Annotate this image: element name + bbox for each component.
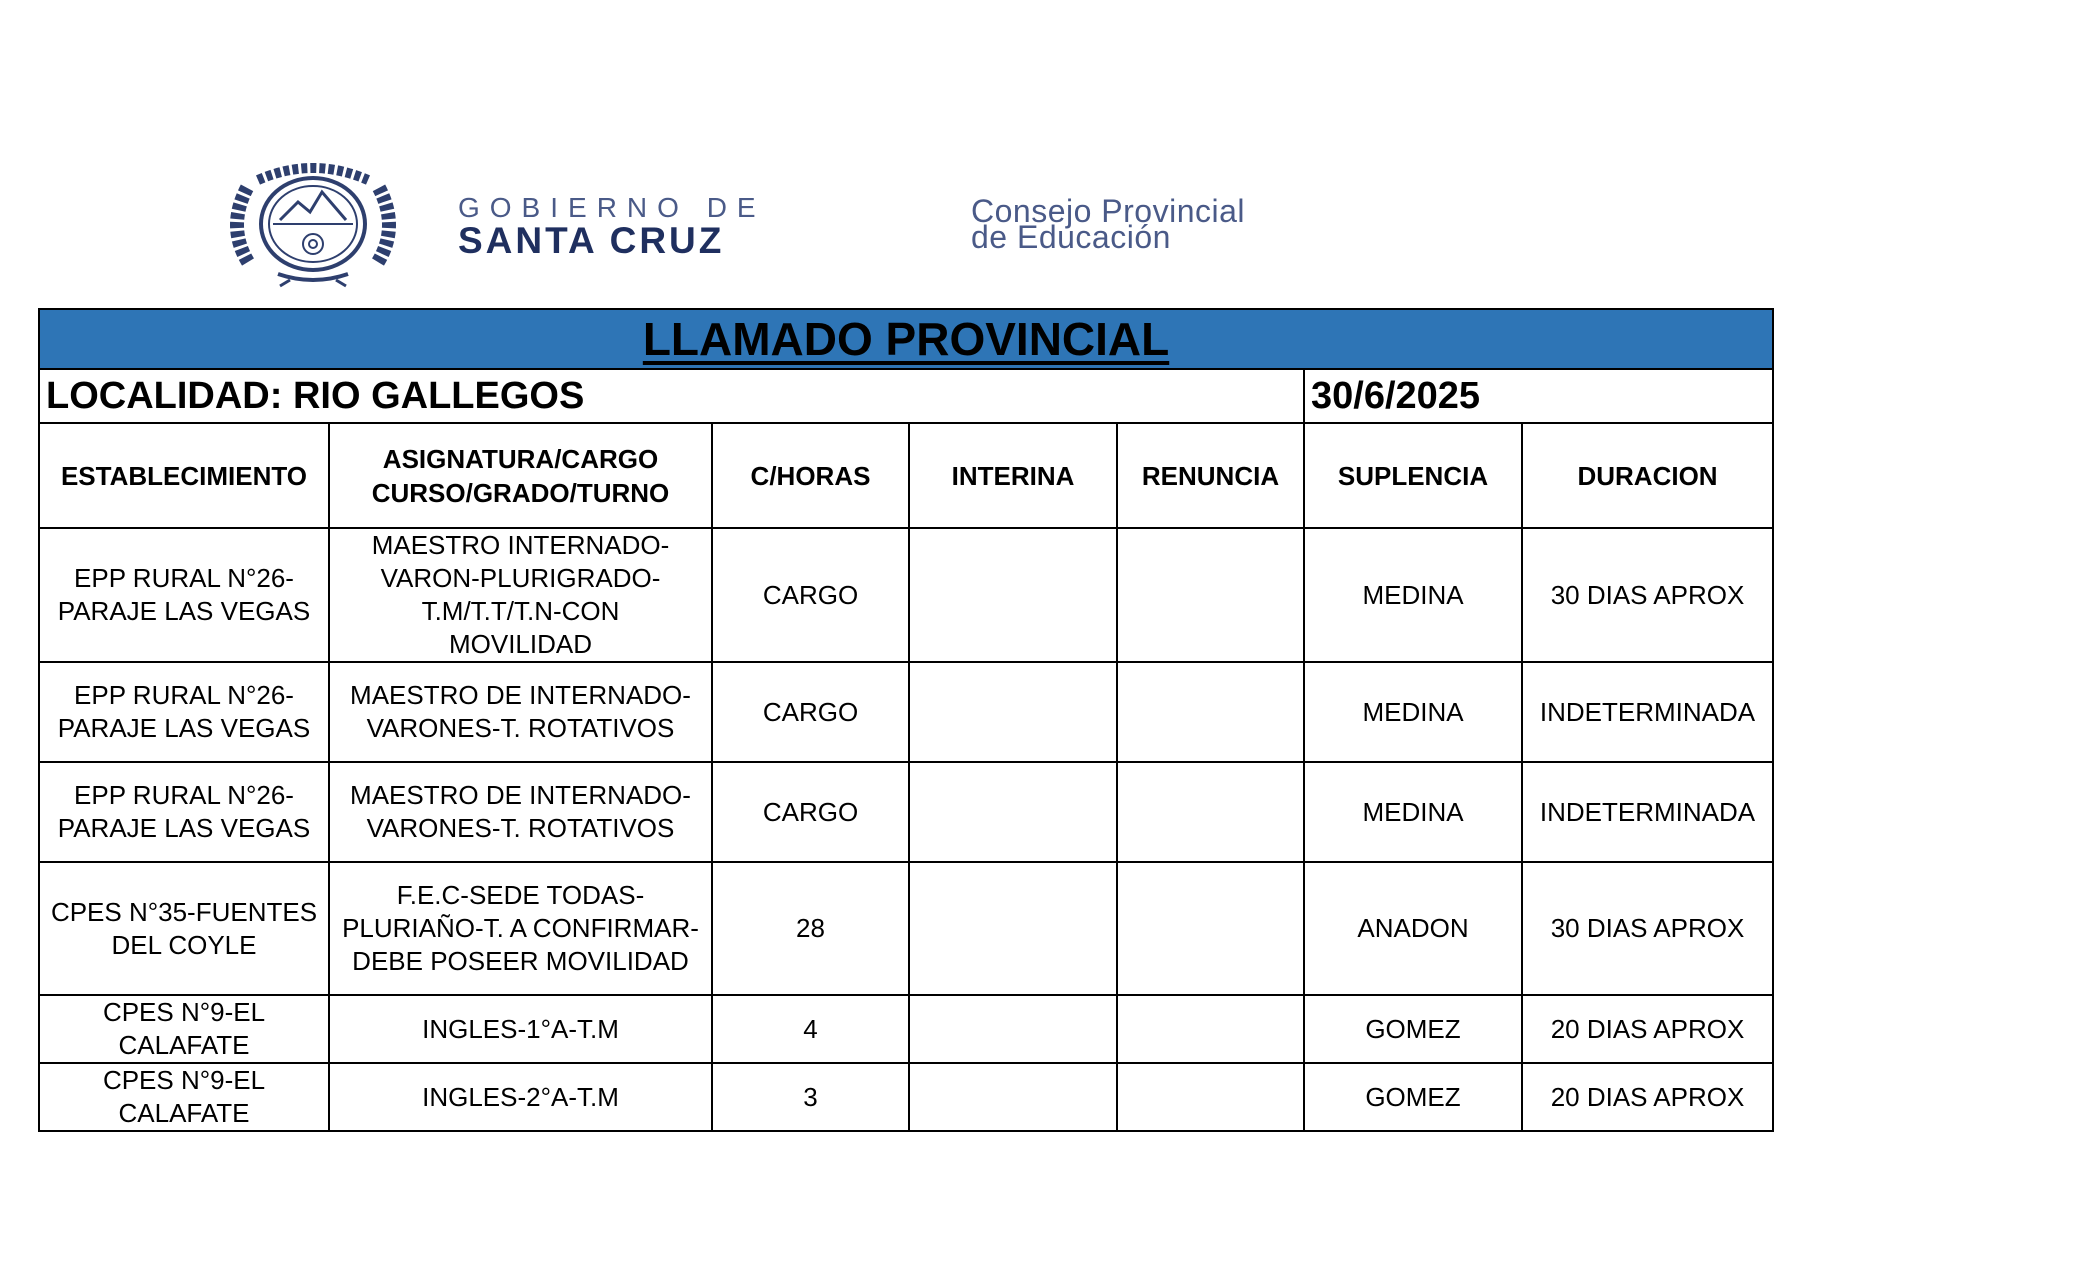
government-wordmark-line2: SANTA CRUZ — [458, 220, 725, 261]
cell-asignatura: MAESTRO INTERNADO- VARON-PLURIGRADO- T.M/T.T/T.N-CON MOVILIDAD — [329, 528, 712, 662]
table-row — [39, 995, 1773, 1063]
cell-establecimiento: CPES N°9-EL CALAFATE — [39, 995, 329, 1063]
council-wordmark — [971, 193, 1246, 255]
cell-duracion: 30 DIAS APROX — [1522, 528, 1773, 662]
title-row — [39, 309, 1773, 369]
cell-duracion: 20 DIAS APROX — [1522, 1063, 1773, 1131]
cell-interina — [909, 528, 1117, 662]
cell-establecimiento: EPP RURAL N°26- PARAJE LAS VEGAS — [39, 762, 329, 862]
government-wordmark-line1: GOBIERNO DE — [458, 192, 766, 223]
cell-interina — [909, 995, 1117, 1063]
cell-renuncia — [1117, 662, 1304, 762]
cell-suplencia: MEDINA — [1304, 762, 1522, 862]
cell-asignatura: MAESTRO DE INTERNADO- VARONES-T. ROTATIVOS — [329, 762, 712, 862]
cell-suplencia: ANADON — [1304, 862, 1522, 995]
provincial-coat-of-arms-icon — [218, 162, 408, 288]
cell-duracion: 30 DIAS APROX — [1522, 862, 1773, 995]
column-header-asignatura: ASIGNATURA/CARGO CURSO/GRADO/TURNO — [329, 423, 712, 528]
council-wordmark-line2: de Educación — [971, 219, 1171, 255]
cell-renuncia — [1117, 1063, 1304, 1131]
cell-interina — [909, 1063, 1117, 1131]
cell-suplencia: GOMEZ — [1304, 995, 1522, 1063]
table-row — [39, 662, 1773, 762]
cell-duracion: INDETERMINADA — [1522, 762, 1773, 862]
cell-renuncia — [1117, 862, 1304, 995]
cell-establecimiento: CPES N°35-FUENTES DEL COYLE — [39, 862, 329, 995]
cell-asignatura: F.E.C-SEDE TODAS- PLURIAÑO-T. A CONFIRMAR- DEBE POSEER MOVILIDAD — [329, 862, 712, 995]
cell-horas: CARGO — [712, 528, 909, 662]
cell-establecimiento: CPES N°9-EL CALAFATE — [39, 1063, 329, 1131]
sheet-title: LLAMADO PROVINCIAL — [39, 309, 1773, 369]
cell-asignatura: INGLES-1°A-T.M — [329, 995, 712, 1063]
cell-interina — [909, 662, 1117, 762]
cell-asignatura: INGLES-2°A-T.M — [329, 1063, 712, 1131]
cell-suplencia: GOMEZ — [1304, 1063, 1522, 1131]
column-header-suplencia: SUPLENCIA — [1304, 423, 1522, 528]
cell-horas: CARGO — [712, 662, 909, 762]
document-header — [0, 0, 2100, 300]
column-header-duracion: DURACION — [1522, 423, 1773, 528]
table-row — [39, 528, 1773, 662]
cell-establecimiento: EPP RURAL N°26- PARAJE LAS VEGAS — [39, 528, 329, 662]
table-header-row — [39, 423, 1773, 528]
column-header-renuncia: RENUNCIA — [1117, 423, 1304, 528]
cell-horas: 28 — [712, 862, 909, 995]
column-header-horas: C/HORAS — [712, 423, 909, 528]
cell-duracion: INDETERMINADA — [1522, 662, 1773, 762]
cell-suplencia: MEDINA — [1304, 528, 1522, 662]
column-header-establecimiento: ESTABLECIMIENTO — [39, 423, 329, 528]
vacancies-table — [38, 308, 1774, 1132]
date-label: 30/6/2025 — [1304, 369, 1773, 423]
cell-interina — [909, 762, 1117, 862]
table-row — [39, 1063, 1773, 1131]
cell-renuncia — [1117, 995, 1304, 1063]
cell-asignatura: MAESTRO DE INTERNADO- VARONES-T. ROTATIVOS — [329, 662, 712, 762]
cell-renuncia — [1117, 528, 1304, 662]
cell-horas: 3 — [712, 1063, 909, 1131]
cell-interina — [909, 862, 1117, 995]
location-label: LOCALIDAD: RIO GALLEGOS — [39, 369, 1304, 423]
cell-horas: 4 — [712, 995, 909, 1063]
table-row — [39, 862, 1773, 995]
location-row — [39, 369, 1773, 423]
cell-renuncia — [1117, 762, 1304, 862]
cell-horas: CARGO — [712, 762, 909, 862]
cell-duracion: 20 DIAS APROX — [1522, 995, 1773, 1063]
column-header-interina: INTERINA — [909, 423, 1117, 528]
vacancies-sheet — [38, 308, 1772, 1132]
cell-suplencia: MEDINA — [1304, 662, 1522, 762]
council-wordmark-line1: Consejo Provincial — [971, 193, 1246, 229]
table-row — [39, 762, 1773, 862]
cell-establecimiento: EPP RURAL N°26- PARAJE LAS VEGAS — [39, 662, 329, 762]
government-wordmark — [458, 193, 766, 259]
